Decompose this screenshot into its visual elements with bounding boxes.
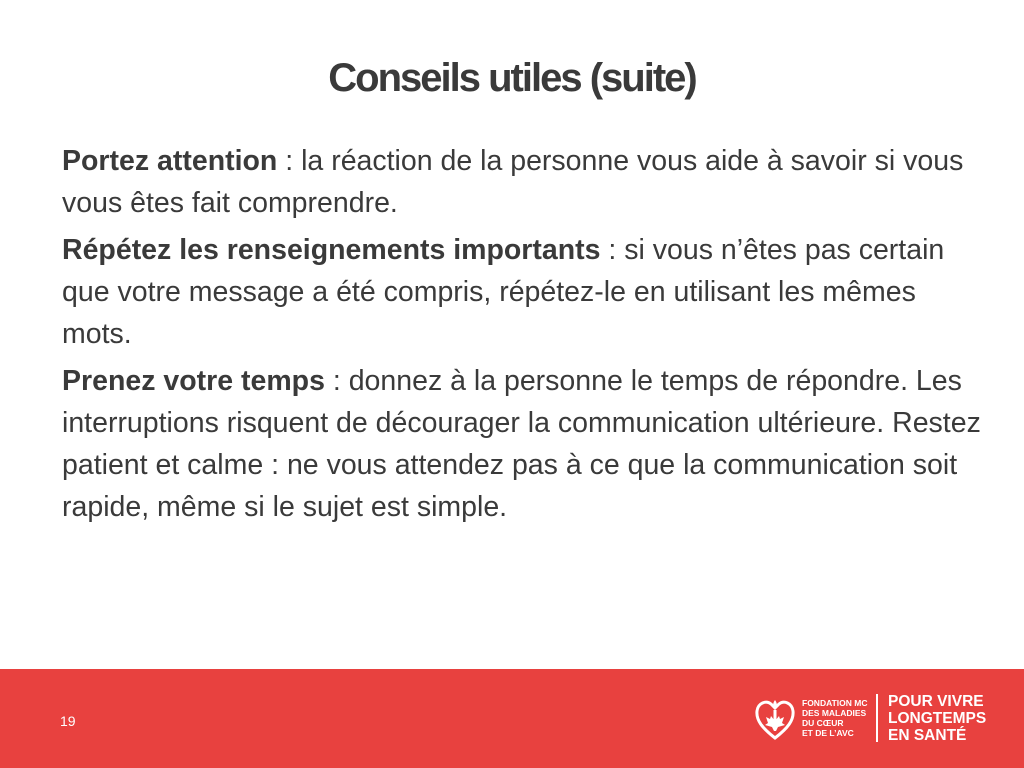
org-name-line-2: DES MALADIES: [802, 708, 867, 718]
tagline: [888, 693, 986, 744]
tagline-line-2: LONGTEMPS: [888, 709, 987, 727]
organization-name: [802, 698, 868, 738]
org-name-line-1: FONDATION MC: [802, 698, 868, 708]
heart-torch-maple-leaf-icon: [754, 695, 796, 741]
tip-heading-3: Prenez votre temps: [62, 365, 325, 397]
tip-heading-1: Portez attention: [62, 145, 278, 177]
tip-text-3: : donnez à la personne le temps de répondre. Les interruptions risquent de décourager la communication ultérieure. Restez patient et calme : ne vous attendez pas à ce que la communication soit rapide, même si le sujet est simple.: [62, 365, 981, 523]
page-number: 19: [60, 713, 76, 729]
tip-heading-2: Répétez les renseignements importants: [62, 234, 601, 266]
tip-paragraph-1: [62, 140, 982, 224]
tip-text-1: : la réaction de la personne vous aide à savoir si vous vous êtes fait comprendre.: [62, 145, 964, 219]
tagline-line-3: EN SANTÉ: [888, 726, 967, 744]
footer-band: [0, 669, 1024, 768]
logo-divider: [876, 694, 878, 742]
tip-paragraph-3: [62, 360, 982, 528]
slide-body: [62, 140, 982, 533]
org-name-line-3: DU CŒUR: [802, 718, 844, 728]
org-name-line-4: ET DE L’AVC: [802, 728, 854, 738]
organization-logo: [754, 691, 986, 745]
tagline-line-1: POUR VIVRE: [888, 692, 984, 710]
tip-paragraph-2: [62, 229, 982, 355]
tip-text-2: : si vous n’êtes pas certain que votre message a été compris, répétez-le en utilisant les mêmes mots.: [62, 234, 945, 350]
slide-title: Conseils utiles (suite): [328, 56, 696, 100]
